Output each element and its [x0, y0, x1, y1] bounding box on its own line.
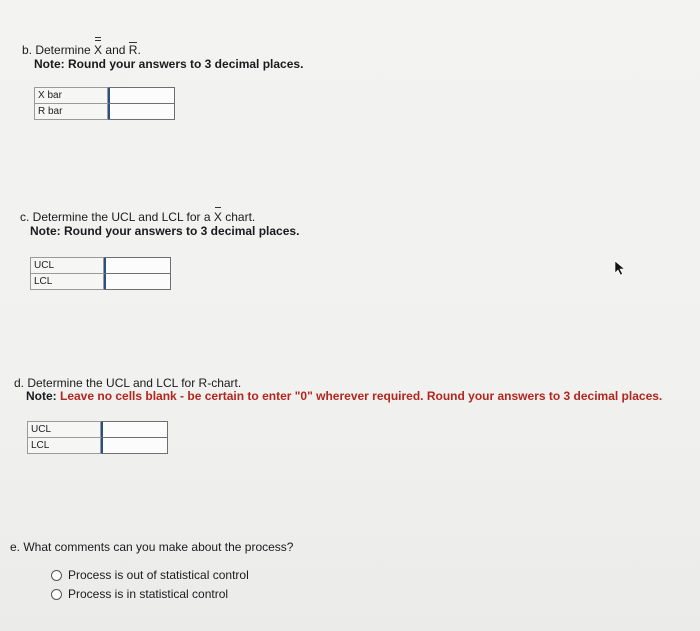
radio-label: Process is in statistical control [68, 587, 229, 601]
part-e-question: e. What comments can you make about the process? [10, 540, 294, 554]
radio-button[interactable] [51, 589, 62, 600]
part-b-answer-table [34, 87, 175, 120]
table-row [28, 422, 168, 438]
radio-label: Process is out of statistical control [68, 568, 249, 582]
part-b-question: b. Determine X and R. [22, 43, 141, 57]
radio-option-out-of-control[interactable] [51, 568, 249, 582]
row-label: UCL [28, 422, 101, 438]
table-row [31, 274, 171, 290]
table-row [35, 88, 175, 104]
r-bar-input[interactable] [108, 104, 174, 119]
ucl-x-chart-input[interactable] [104, 258, 170, 273]
ucl-r-chart-input[interactable] [101, 422, 167, 437]
x-bar-symbol: X [213, 210, 222, 224]
part-d-question: d. Determine the UCL and LCL for R-chart. [14, 376, 242, 390]
radio-button[interactable] [51, 570, 62, 581]
lcl-r-chart-input[interactable] [101, 438, 167, 453]
part-b-note: Note: Round your answers to 3 decimal places. [34, 57, 304, 71]
part-d-answer-table [27, 421, 168, 454]
row-label: LCL [31, 274, 104, 290]
part-c-answer-table [30, 257, 171, 290]
part-d-note: Note: Leave no cells blank - be certain to enter "0" wherever required. Round your answers to 3 decimal places. [26, 389, 663, 403]
lcl-x-chart-input[interactable] [104, 274, 170, 289]
part-c-note: Note: Round your answers to 3 decimal places. [30, 224, 300, 238]
table-row [35, 104, 175, 120]
row-label: LCL [28, 438, 101, 454]
row-label: R bar [35, 104, 108, 120]
x-bar-input[interactable] [108, 88, 174, 103]
table-row [31, 258, 171, 274]
part-c-question: c. Determine the UCL and LCL for a X chart. [20, 210, 256, 224]
row-label: UCL [31, 258, 104, 274]
table-row [28, 438, 168, 454]
x-double-bar-symbol: X [94, 43, 103, 57]
row-label: X bar [35, 88, 108, 104]
radio-option-in-control[interactable] [51, 587, 228, 601]
mouse-cursor-icon [614, 260, 626, 276]
r-bar-symbol: R [128, 43, 138, 57]
